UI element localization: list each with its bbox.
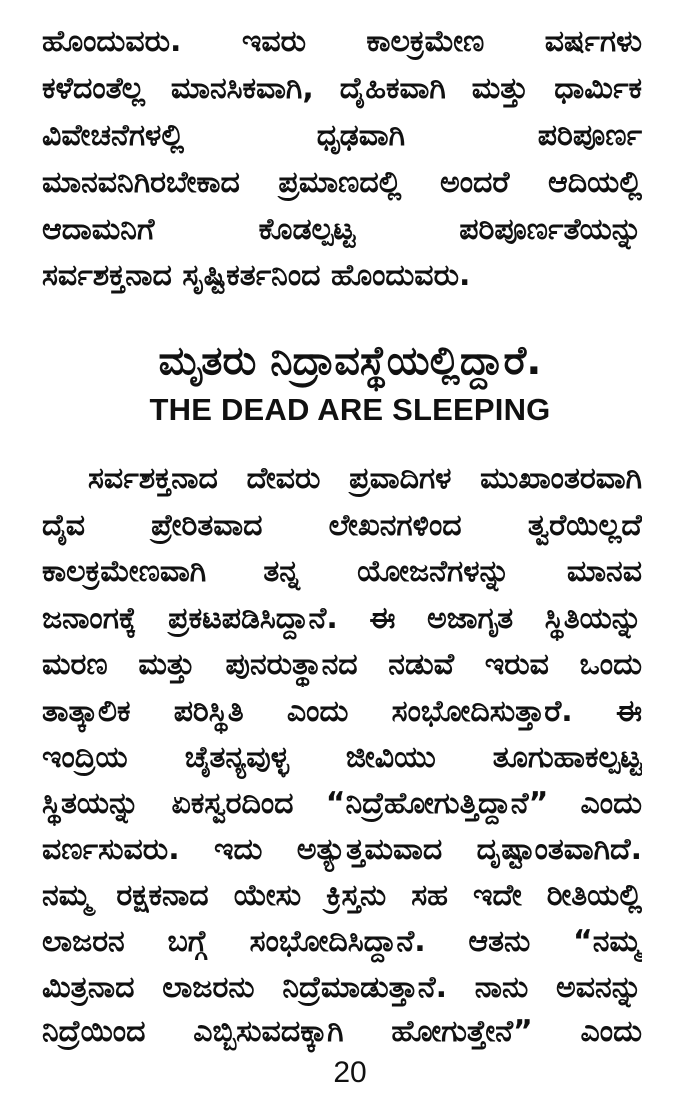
text-line: ಮಾನವನಿಗಿರಬೇಕಾದ ಪ್ರಮಾಣದಲ್ಲಿ ಅಂದರೆ ಆದಿಯಲ್ಲಿ bbox=[42, 165, 642, 200]
text-line: ಆದಾಮನಿಗೆ ಕೊಡಲ್ಪಟ್ಟ ಪರಿಪೂರ್ಣತೆಯನ್ನು bbox=[42, 212, 642, 247]
text-line: ಜನಾಂಗಕ್ಕೆ ಪ್ರಕಟಪಡಿಸಿದ್ದಾನೆ. ಈ ಅಜಾಗೃತ ಸ್ಥಿತಿಯನ್ನು bbox=[42, 601, 642, 636]
text-line: ಲಾಜರನ ಬಗ್ಗೆ ಸಂಭೋದಿಸಿದ್ದಾನೆ. ಆತನು “ನಮ್ಮ bbox=[42, 924, 642, 959]
text-line: ಮರಣ ಮತ್ತು ಪುನರುತ್ಥಾನದ ನಡುವೆ ಇರುವ ಒಂದು bbox=[42, 647, 642, 682]
section-heading-english: THE DEAD ARE SLEEPING bbox=[149, 392, 551, 427]
text-line: ಇಂದ್ರಿಯ ಚೈತನ್ಯವುಳ್ಳ ಜೀವಿಯು ತೂಗುಹಾಕಲ್ಪಟ್ಟ bbox=[42, 740, 642, 775]
text-line: ಸರ್ವಶಕ್ತನಾದ ದೇವರು ಪ್ರವಾದಿಗಳ ಮುಖಾಂತರವಾಗಿ bbox=[88, 461, 642, 496]
text-line: ವಿವೇಚನೆಗಳಲ್ಲಿ ಧೃಢವಾಗಿ ಪರಿಪೂರ್ಣ bbox=[42, 118, 642, 153]
text-line: ಹೊಂದುವರು. ಇವರು ಕಾಲಕ್ರಮೇಣ ವರ್ಷಗಳು bbox=[42, 24, 642, 59]
text-line: ನಿದ್ರೆಯಿಂದ ಎಬ್ಬಿಸುವದಕ್ಕಾಗಿ ಹೋಗುತ್ತೇನೆ” ಎಂದು bbox=[42, 1014, 642, 1049]
text-line: ಸರ್ವಶಕ್ತನಾದ ಸೃಷ್ಟಿಕರ್ತನಿಂದ ಹೊಂದುವರು. bbox=[42, 258, 471, 293]
text-line: ಕಳೆದಂತೆಲ್ಲ ಮಾನಸಿಕವಾಗಿ, ದೈಹಿಕವಾಗಿ ಮತ್ತು ಧಾರ್ಮಿಕ bbox=[42, 71, 642, 106]
text-line: ವರ್ಣಸುವರು. ಇದು ಅತ್ಯುತ್ತಮವಾದ ದೃಷ್ಟಾಂತವಾಗಿದೆ. bbox=[42, 832, 642, 867]
text-line: ತಾತ್ಕಾಲಿಕ ಪರಿಸ್ಥಿತಿ ಎಂದು ಸಂಭೋದಿಸುತ್ತಾರೆ. ಈ bbox=[42, 694, 642, 729]
text-line: ಕಾಲಕ್ರಮೇಣವಾಗಿ ತನ್ನ ಯೋಜನೆಗಳನ್ನು ಮಾನವ bbox=[42, 554, 642, 589]
text-line: ಮಿತ್ರನಾದ ಲಾಜರನು ನಿದ್ರೆಮಾಡುತ್ತಾನೆ. ನಾನು ಅವನನ್ನು bbox=[42, 970, 642, 1005]
page-number: 20 bbox=[333, 1056, 367, 1089]
section-heading-kannada: ಮೃತರು ನಿದ್ರಾವಸ್ಥೆಯಲ್ಲಿದ್ದಾರೆ. bbox=[158, 338, 542, 384]
text-line: ದೈವ ಪ್ರೇರಿತವಾದ ಲೇಖನಗಳಿಂದ ತ್ವರೆಯಿಲ್ಲದೆ bbox=[42, 508, 642, 543]
text-line: ನಮ್ಮ ರಕ್ಷಕನಾದ ಯೇಸು ಕ್ರಿಸ್ತನು ಸಹ ಇದೇ ರೀತಿಯಲ್ಲಿ bbox=[42, 878, 642, 913]
text-line: ಸ್ಥಿತಯನ್ನು ಏಕಸ್ವರದಿಂದ “ನಿದ್ರೆಹೋಗುತ್ತಿದ್ದಾನೆ” ಎಂದು bbox=[42, 786, 642, 821]
